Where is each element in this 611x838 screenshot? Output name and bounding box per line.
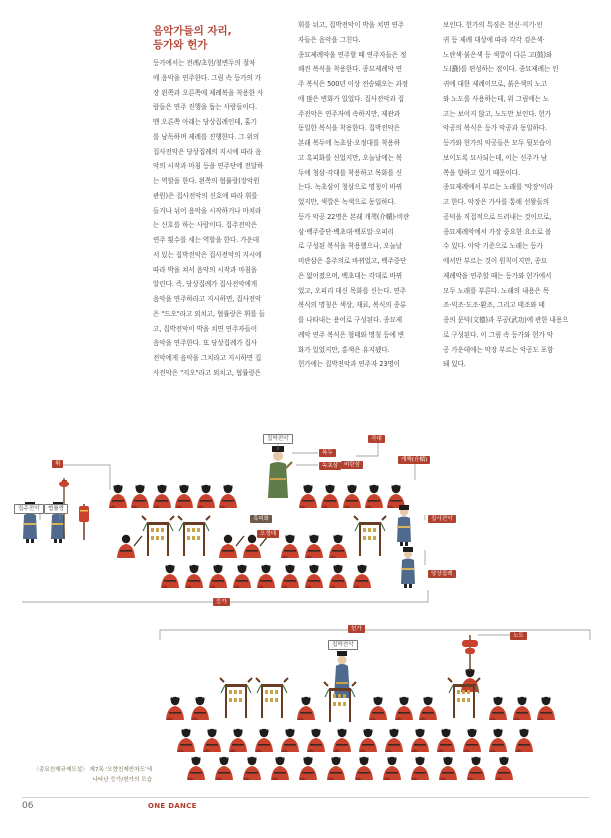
text-column-2 [298,18,439,372]
label-jipbakjeonak-bottom: 집박전악 [328,640,358,650]
caption-line-2: 나타난 등가/헌가의 모습 [92,777,152,783]
label-ojeongdae: 오정대 [257,530,279,538]
label-nodo: 노도 [510,632,527,640]
label-heukpihwa: 흑피화 [250,515,272,523]
label-dangsangjiprye: 당상집례 [428,570,456,578]
label-gakdae: 각대 [368,435,385,443]
label-nokchosam: 녹초삼 [319,462,341,470]
label-gaechaek: 개책(介幘) [398,456,430,464]
title-line-2: 등가와 헌가 [153,39,208,51]
magazine-name: ONE DANCE [148,802,197,810]
column-2-text: 휘를 뉘고, 집박전악이 박을 치면 연주 자들은 음악을 그친다. 종묘제례악을 연주할 때 연주자들은 정 해진 복식을 착용한다. 종묘제례악 연 주 복식은 500년 이상 전승돼오는 과정 에 많은 변화가 있었다. 집사전악과 집 주전악은 연주자에 속하지만, 제관과 동일한 복식을 착용한다. 집박전악은 본래 복두에 녹초삼·오정대를 착용하 고 흑피화를 신었지만, 오늘날에는 복 두에 청삼·각대를 착용하고 목화를 신 는다. 녹초삼이 청삼으로 명칭이 바뀌 었지만, 색깔은 녹색으로 동일하다. 등가 악공 22명은 본래 개책(介幘)·비란 삼·백주중단·백초대·백포말·오피리 로 구성된 복식을 착용했으나, 오늘날 비란삼은 홍주의로 바뀌었고, 백주중단 은 없어졌으며, 백초대는 각대로 바뀌 었고, 오피리 대신 목화를 신는다. 연주 복식의 명칭은 색상, 재료, 복식의 종류 를 나타내는 용어로 구성된다. 종묘제 례악 연주 복식은 형태와 명칭 등에 변 화가 있었지만, 홍색은 유지됐다. 헌가에는 집박전악과 연주자 23명이 [298,21,410,369]
heonga-group [166,635,555,780]
page-number: 06 [22,801,34,811]
label-jipjujeonak: 집주전악 [14,504,44,514]
label-bokdu: 복두 [319,449,336,457]
label-jipsajeonak: 집사전악 [428,515,456,523]
label-heonga: 헌가 [348,625,365,633]
ensemble-illustration [0,420,611,800]
label-hwi: 휘 [52,460,63,468]
footer-divider [22,797,589,798]
text-column-1 [153,56,294,381]
figure-caption [22,765,152,785]
title-line-1: 음악가들의 자리, [153,25,232,37]
label-deungga: 등가 [213,598,230,606]
text-column-3 [443,18,584,372]
label-biransam: 비란삼 [341,461,363,469]
caption-line-1: 〈종묘친제규제도설〉 제7폭 '오향친제반차도'에 [33,767,152,773]
label-jipbakjeonak-top: 집박전악 [263,434,293,444]
column-3-text: 보인다. 헌가의 특징은 천신·지기·인 귀 등 제례 대상에 따라 각각 검은색· 노란색·붉은색 등 색깔이 다른 고(鼓)와 도(鼗)를 편성하는 점이다. 종묘제례는 인 귀에 대한 제례이므로, 붉은색의 노고 와 노도를 사용하는데, 위 그림에는 노 고는 보이지 않고, 노도만 보인다. 헌가 악공의 복식은 등가 악공과 동일하다. 등가와 헌가의 악공들은 모두 뒷모습이 보이도록 묘사되는데, 이는 신주가 남 쪽을 향하고 있기 때문이다. 종묘제례에서 부르는 노래를 '악장'이라 고 한다. 악장은 가사를 통해 선왕들의 공덕을 직접적으로 드러내는 것이므로, 종묘제례악에서 가장 중요한 요소로 볼 수 있다. 아악 기준으로 노래는 등가 에서만 부르는 것이 원칙이지만, 종묘 제례악을 연주할 때는 등가와 헌가에서 모두 노래를 부른다. 노래의 내용은 목 조·익조·도조·환조, 그리고 태조와 태 종의 문덕(文德)과 무공(武功)에 관한 내용으 로 구성된다. 이 그림 속 등가와 헌가 악 공 가운데에는 악장 부르는 악공도 포함 돼 있다. [443,21,569,369]
label-hyeopryulrang: 협률랑 [44,504,68,514]
column-1-text: 등가에서는 전례/초헌/철변두의 절차 에 음악을 연주한다. 그림 속 등가의 가 장 왼쪽과 오른쪽에 제례복을 착용한 사 람들은 연주 진행을 돕는 사람들이다. 맨 오른쪽 아래는 당상집례인데, 홀기 를 낭독하며 제례를 진행한다. 그 위의 집사전악은 당상집례의 지시에 따라 음 악의 시작과 마침 등을 연주단에 전달하 는 역할을 한다. 왼쪽의 협률랑(장악원 관원)은 집사전악의 신호에 따라 휘를 들거나 뉘어 음악을 시작하거나 마치라 는 신호를 하는 사람이다. 집주전악은 연주 횟수를 세는 역할을 한다. 가운데 서 있는 집박전악은 집사전악의 지시에 따라 박을 쳐서 음악의 시작과 마침을 알린다. 즉, 당상집례가 집사전악에게 음악을 연주하라고 지시하면, 집사전악 은 "드오"라고 외치고, 협률랑은 휘를 들 고, 집박전악이 박을 치면 연주자들이 음악을 연주한다. 또 당상집례가 집사 전악에게 음악을 그치라고 지시하면 집 사전악은 "지오"라고 외치고, 협률랑은 [153,59,265,377]
article-title [153,24,293,52]
